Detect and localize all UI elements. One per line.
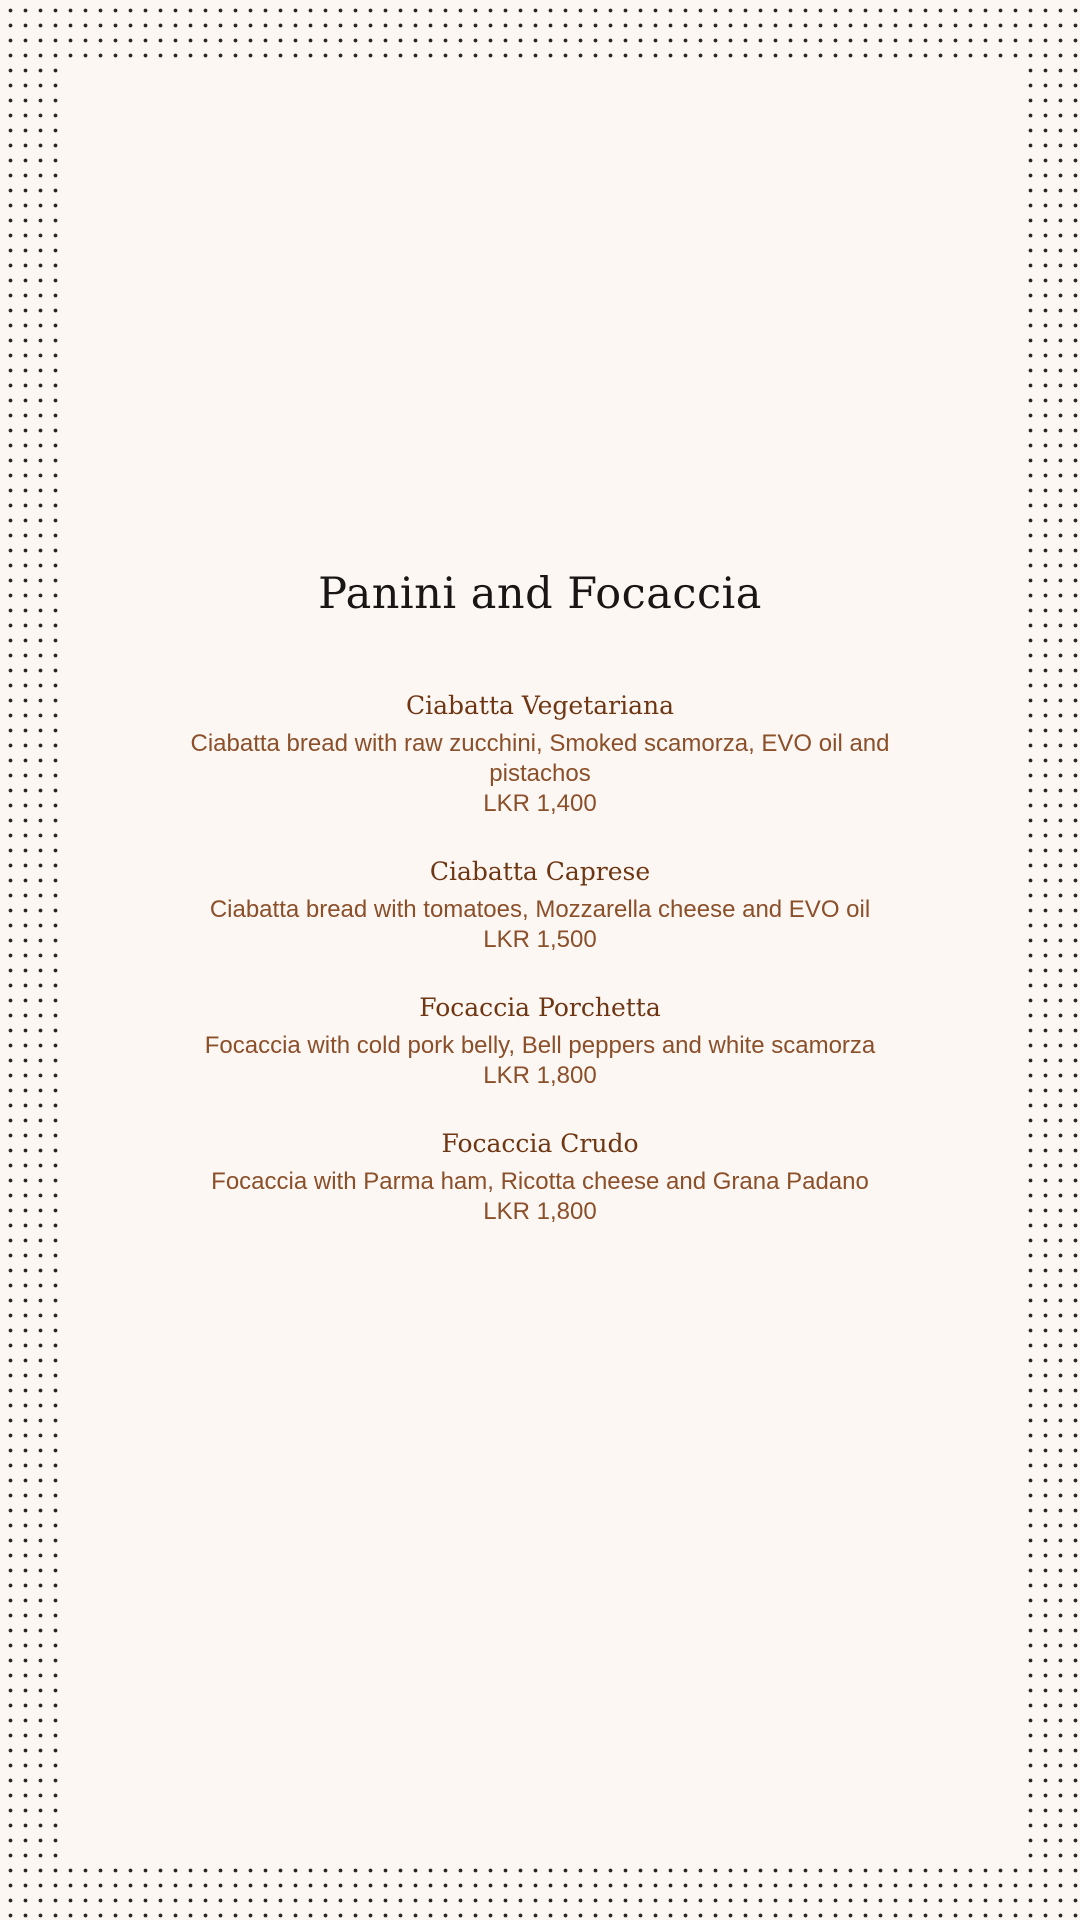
menu-title: Panini and Focaccia: [318, 569, 762, 619]
menu-content: [60, 565, 1020, 1263]
item-price: LKR 1,800: [483, 1062, 597, 1089]
menu-item-focaccia-crudo: [60, 1127, 1020, 1227]
item-description: Ciabatta bread with raw zucchini, Smoked scamorza, EVO oil and pistachos: [190, 730, 890, 787]
item-price: LKR 1,800: [483, 1198, 597, 1225]
item-name: Focaccia Porchetta: [419, 993, 661, 1022]
item-description: Focaccia with Parma ham, Ricotta cheese and Grana Padano: [211, 1168, 869, 1195]
menu-item-ciabatta-caprese: [60, 855, 1020, 955]
item-price: LKR 1,400: [483, 790, 597, 817]
menu-item-ciabatta-vegetariana: [60, 689, 1020, 819]
item-description: Ciabatta bread with tomatoes, Mozzarella cheese and EVO oil: [209, 896, 871, 923]
menu-item-focaccia-porchetta: [60, 991, 1020, 1091]
item-description: Focaccia with cold pork belly, Bell peppers and white scamorza: [204, 1032, 876, 1059]
item-name: Focaccia Crudo: [441, 1129, 639, 1158]
item-price: LKR 1,500: [483, 926, 597, 953]
menu-panel: [60, 60, 1020, 1862]
item-name: Ciabatta Caprese: [429, 857, 651, 886]
item-name: Ciabatta Vegetariana: [405, 691, 675, 720]
